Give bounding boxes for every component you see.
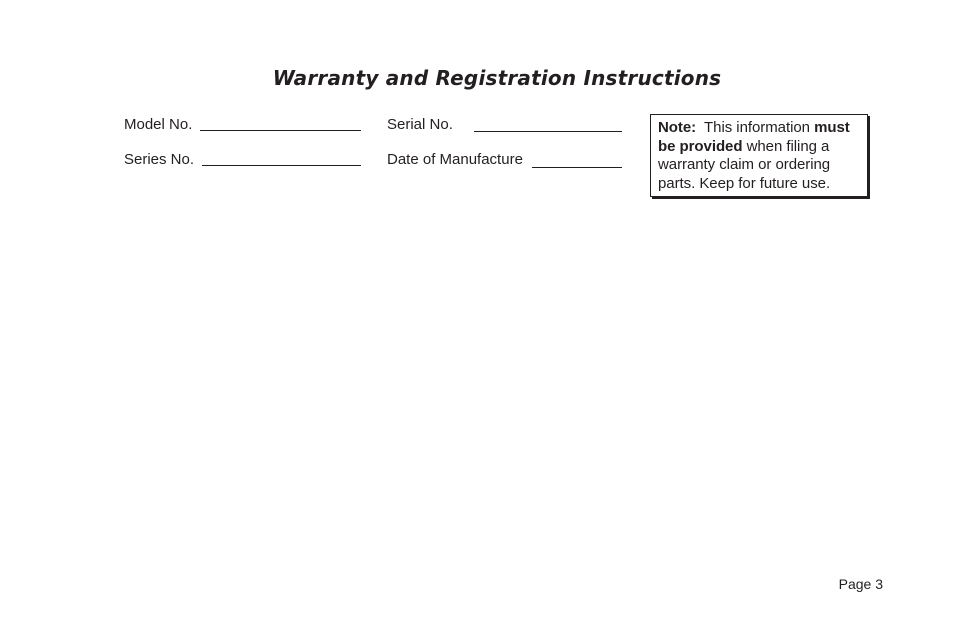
note-text-end: when filing a warranty claim or ordering parts. Keep for future use. (658, 137, 831, 192)
note-box (650, 114, 868, 197)
series-number-field[interactable] (202, 165, 361, 166)
date-of-manufacture-label: Date of Manufacture (387, 151, 523, 168)
date-of-manufacture-field[interactable] (532, 167, 622, 168)
note-text-start: This information (704, 119, 810, 136)
model-number-label: Model No. (124, 116, 193, 133)
serial-number-label: Serial No. (387, 116, 453, 133)
page-number: Page 3 (838, 576, 883, 592)
serial-number-field[interactable] (474, 131, 622, 132)
note-label: Note: (658, 119, 697, 136)
series-number-label: Series No. (124, 151, 195, 168)
model-number-field[interactable] (200, 130, 361, 131)
note-emphasis: must be provided (658, 119, 850, 155)
page-title: Warranty and Registration Instructions (272, 66, 722, 90)
